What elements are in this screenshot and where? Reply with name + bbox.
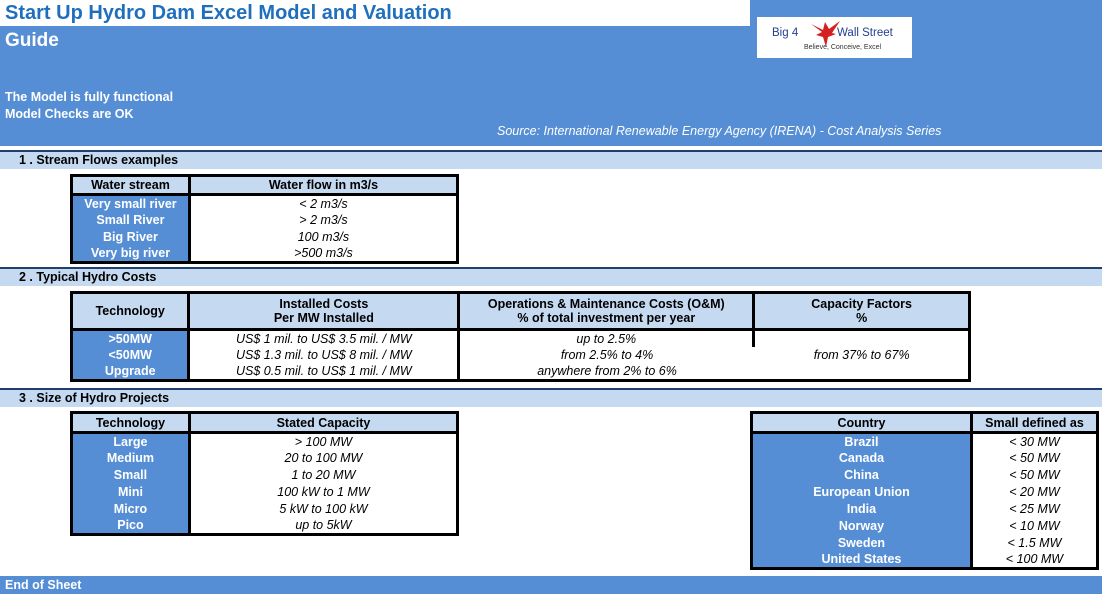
- source-note: Source: International Renewable Energy Agency (IRENA) - Cost Analysis Series: [497, 124, 942, 138]
- column-header: Stated Capacity: [189, 413, 457, 433]
- country-threshold: < 50 MW: [971, 450, 1097, 467]
- table-row: [72, 195, 458, 212]
- table-row: [752, 467, 1098, 484]
- row-label: Large: [72, 433, 190, 450]
- country-threshold: < 50 MW: [971, 467, 1097, 484]
- row-value: > 2 m3/s: [189, 212, 457, 229]
- table-row: [752, 552, 1098, 569]
- column-header: Country: [752, 413, 972, 433]
- country-threshold: < 20 MW: [971, 484, 1097, 501]
- installed-cost: US$ 1 mil. to US$ 3.5 mil. / MW: [189, 330, 459, 347]
- row-value: 100 kW to 1 MW: [189, 484, 457, 501]
- stream-flows-table: [70, 174, 459, 264]
- column-header: [459, 293, 754, 330]
- column-header: [189, 293, 459, 330]
- row-label: Very big river: [72, 246, 190, 263]
- row-label: Upgrade: [72, 364, 189, 381]
- table-row: [72, 501, 458, 518]
- row-label: Big River: [72, 229, 190, 246]
- logo-text-right: Wall Street: [837, 27, 893, 39]
- column-header: Technology: [72, 413, 190, 433]
- row-label: Small River: [72, 212, 190, 229]
- model-status: The Model is fully functional: [5, 90, 174, 104]
- country-definition-table: [750, 411, 1099, 570]
- hydro-costs-table: [70, 291, 971, 382]
- row-value: > 100 MW: [189, 433, 457, 450]
- country-label: Norway: [752, 518, 972, 535]
- column-header: Small defined as: [971, 413, 1097, 433]
- row-label: Small: [72, 467, 190, 484]
- country-label: China: [752, 467, 972, 484]
- row-value: 1 to 20 MW: [189, 467, 457, 484]
- company-logo: [757, 17, 912, 58]
- header-line: Capacity Factors: [811, 297, 912, 311]
- country-threshold: < 1.5 MW: [971, 535, 1097, 552]
- row-label: Very small river: [72, 195, 190, 212]
- row-label: Mini: [72, 484, 190, 501]
- country-threshold: < 100 MW: [971, 552, 1097, 569]
- row-value: 100 m3/s: [189, 229, 457, 246]
- table-row: [72, 330, 970, 347]
- table-row: [72, 484, 458, 501]
- table-row: [752, 535, 1098, 552]
- column-header: Water flow in m3/s: [189, 176, 457, 195]
- om-cost: from 2.5% to 4%: [459, 347, 754, 364]
- country-threshold: < 10 MW: [971, 518, 1097, 535]
- header-line: Per MW Installed: [273, 311, 374, 325]
- header-line: % of total investment per year: [517, 311, 696, 325]
- logo-tagline: Believe, Conceive, Excel: [804, 44, 882, 51]
- row-value: 5 kW to 100 kW: [189, 501, 457, 518]
- model-checks-status: Model Checks are OK: [5, 107, 134, 121]
- table-row: [72, 467, 458, 484]
- project-size-table: [70, 411, 459, 536]
- column-header: Water stream: [72, 176, 190, 195]
- row-value: 20 to 100 MW: [189, 450, 457, 467]
- table-row: [752, 450, 1098, 467]
- table-row: [72, 450, 458, 467]
- country-label: United States: [752, 552, 972, 569]
- section1-title: 1 . Stream Flows examples: [0, 152, 1102, 169]
- country-threshold: < 25 MW: [971, 501, 1097, 518]
- column-header: Technology: [72, 293, 189, 330]
- page-title: Start Up Hydro Dam Excel Model and Valuation: [5, 2, 452, 24]
- row-label: >50MW: [72, 330, 189, 347]
- table-row: [72, 433, 458, 450]
- country-label: Brazil: [752, 433, 972, 450]
- om-cost: up to 2.5%: [459, 330, 754, 347]
- row-label: <50MW: [72, 347, 189, 364]
- section2-title: 2 . Typical Hydro Costs: [0, 269, 1102, 286]
- row-label: Micro: [72, 501, 190, 518]
- table-row: [72, 518, 458, 535]
- table-row: [752, 518, 1098, 535]
- row-value: < 2 m3/s: [189, 195, 457, 212]
- om-cost: anywhere from 2% to 6%: [459, 364, 754, 381]
- country-label: India: [752, 501, 972, 518]
- page-subtitle: Guide: [5, 30, 59, 51]
- table-row: [752, 433, 1098, 450]
- row-value: >500 m3/s: [189, 246, 457, 263]
- installed-cost: US$ 0.5 mil. to US$ 1 mil. / MW: [189, 364, 459, 381]
- row-label: Pico: [72, 518, 190, 535]
- row-value: up to 5kW: [189, 518, 457, 535]
- logo-text-left: Big 4: [772, 27, 799, 39]
- header-line: %: [856, 311, 868, 325]
- end-of-sheet: End of Sheet: [0, 576, 1102, 594]
- installed-cost: US$ 1.3 mil. to US$ 8 mil. / MW: [189, 347, 459, 364]
- table-row: [752, 501, 1098, 518]
- country-label: Canada: [752, 450, 972, 467]
- column-header: [754, 293, 970, 330]
- table-row: [72, 229, 458, 246]
- table-row: [72, 212, 458, 229]
- table-row: [72, 246, 458, 263]
- country-label: Sweden: [752, 535, 972, 552]
- table-row: [752, 484, 1098, 501]
- header-line: Installed Costs: [279, 297, 369, 311]
- row-label: Medium: [72, 450, 190, 467]
- country-threshold: < 30 MW: [971, 433, 1097, 450]
- section3-title: 3 . Size of Hydro Projects: [0, 390, 1102, 407]
- capacity-factor: from 37% to 67%: [754, 330, 970, 381]
- header-line: Operations & Maintenance Costs (O&M): [487, 297, 725, 311]
- country-label: European Union: [752, 484, 972, 501]
